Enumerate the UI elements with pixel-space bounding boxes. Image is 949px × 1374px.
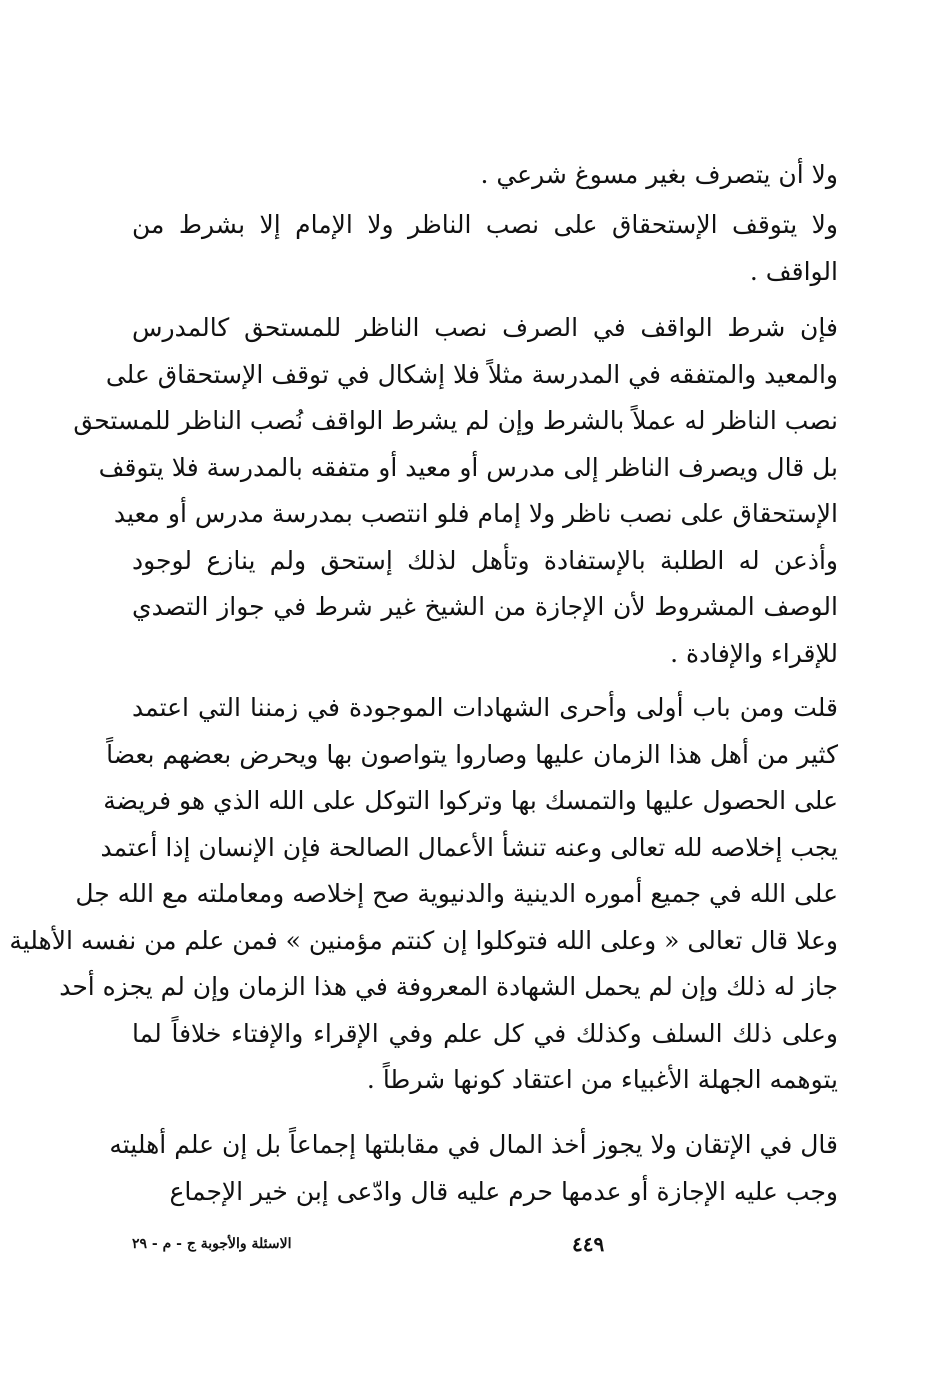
text-line: وجب عليه الإجازة أو عدمها حرم عليه قال وادّعى إبن خير الإجماع — [169, 1176, 838, 1206]
text-line: فإن شرط الواقف في الصرف نصب الناظر للمستحق كالمدرس — [132, 313, 838, 342]
text-line: يتوهمه الجهلة الأغبياء من اعتقاد كونها شرطاً . — [366, 1065, 838, 1094]
paragraph — [132, 202, 838, 295]
text-line: قال في الإتقان ولا يجوز أخذ المال في مقابلتها إجماعاً بل إن علم أهليته — [109, 1130, 838, 1159]
text-line: وعلا قال تعالى « وعلى الله فتوكلوا إن كنتم مؤمنين » فمن علم من نفسه الأهلية — [9, 925, 838, 955]
text-line: الواقف . — [749, 256, 838, 286]
text-line: للإقراء والإفادة . — [670, 638, 838, 668]
page-number: ٤٤٩ — [572, 1232, 605, 1256]
text-line: وعلى ذلك السلف وكذلك في كل علم وفي الإقراء والإفتاء خلافاً لما — [132, 1018, 838, 1048]
text-line: الإستحقاق على نصب ناظر ولا إمام فلو انتصب بمدرسة مدرس أو معيد — [113, 499, 838, 528]
page-footer — [132, 1232, 838, 1262]
text-line: بل قال ويصرف الناظر إلى مدرس أو معيد أو متفقه بالمدرسة فلا يتوقف — [98, 452, 838, 482]
paragraph — [132, 152, 838, 199]
text-line: قلت ومن باب أولى وأحرى الشهادات الموجودة في زمننا التي اعتمد — [132, 693, 838, 722]
text-line: على الله في جميع أموره الدينية والدنيوية صح إخلاصه ومعاملته مع الله جل — [75, 879, 838, 908]
paragraph — [73, 305, 838, 677]
text-line: كثير من أهل هذا الزمان عليها وصاروا يتواصون بها ويحرض بعضهم بعضاً — [106, 739, 838, 769]
text-line: ولا أن يتصرف بغير مسوغ شرعي . — [480, 160, 838, 189]
text-line: ولا يتوقف الإستحقاق على نصب الناظر ولا الإمام إلا بشرط من — [132, 210, 838, 239]
text-line: يجب إخلاصه لله تعالى وعنه تنشأ الأعمال الصالحة فإن الإنسان إذا أعتمد — [100, 832, 838, 862]
text-line: وأذعن له الطلبة بالإستفادة وتأهل لذلك إستحق ولم ينازع لوجود — [132, 545, 838, 575]
footer-signature: الاسئلة والأجوبة ج - م - ٢٩ — [132, 1236, 292, 1252]
text-line: والمعيد والمتفقه في المدرسة مثلاً فلا إشكال في توقف الإستحقاق على — [105, 359, 838, 389]
paragraph — [9, 685, 838, 1104]
text-line: الوصف المشروط لأن الإجازة من الشيخ غير شرط في جواز التصدي — [132, 592, 838, 621]
text-line: على الحصول عليها والتمسك بها وتركوا التوكل على الله الذي هو فريضة — [103, 786, 838, 815]
text-line: جاز له ذلك وإن لم يحمل الشهادة المعروفة في هذا الزمان وإن لم يجزه أحد — [59, 972, 838, 1001]
paragraph — [109, 1122, 838, 1215]
text-line: نصب الناظر له عملاً بالشرط وإن لم يشرط الواقف نُصب الناظر للمستحق — [73, 406, 838, 435]
